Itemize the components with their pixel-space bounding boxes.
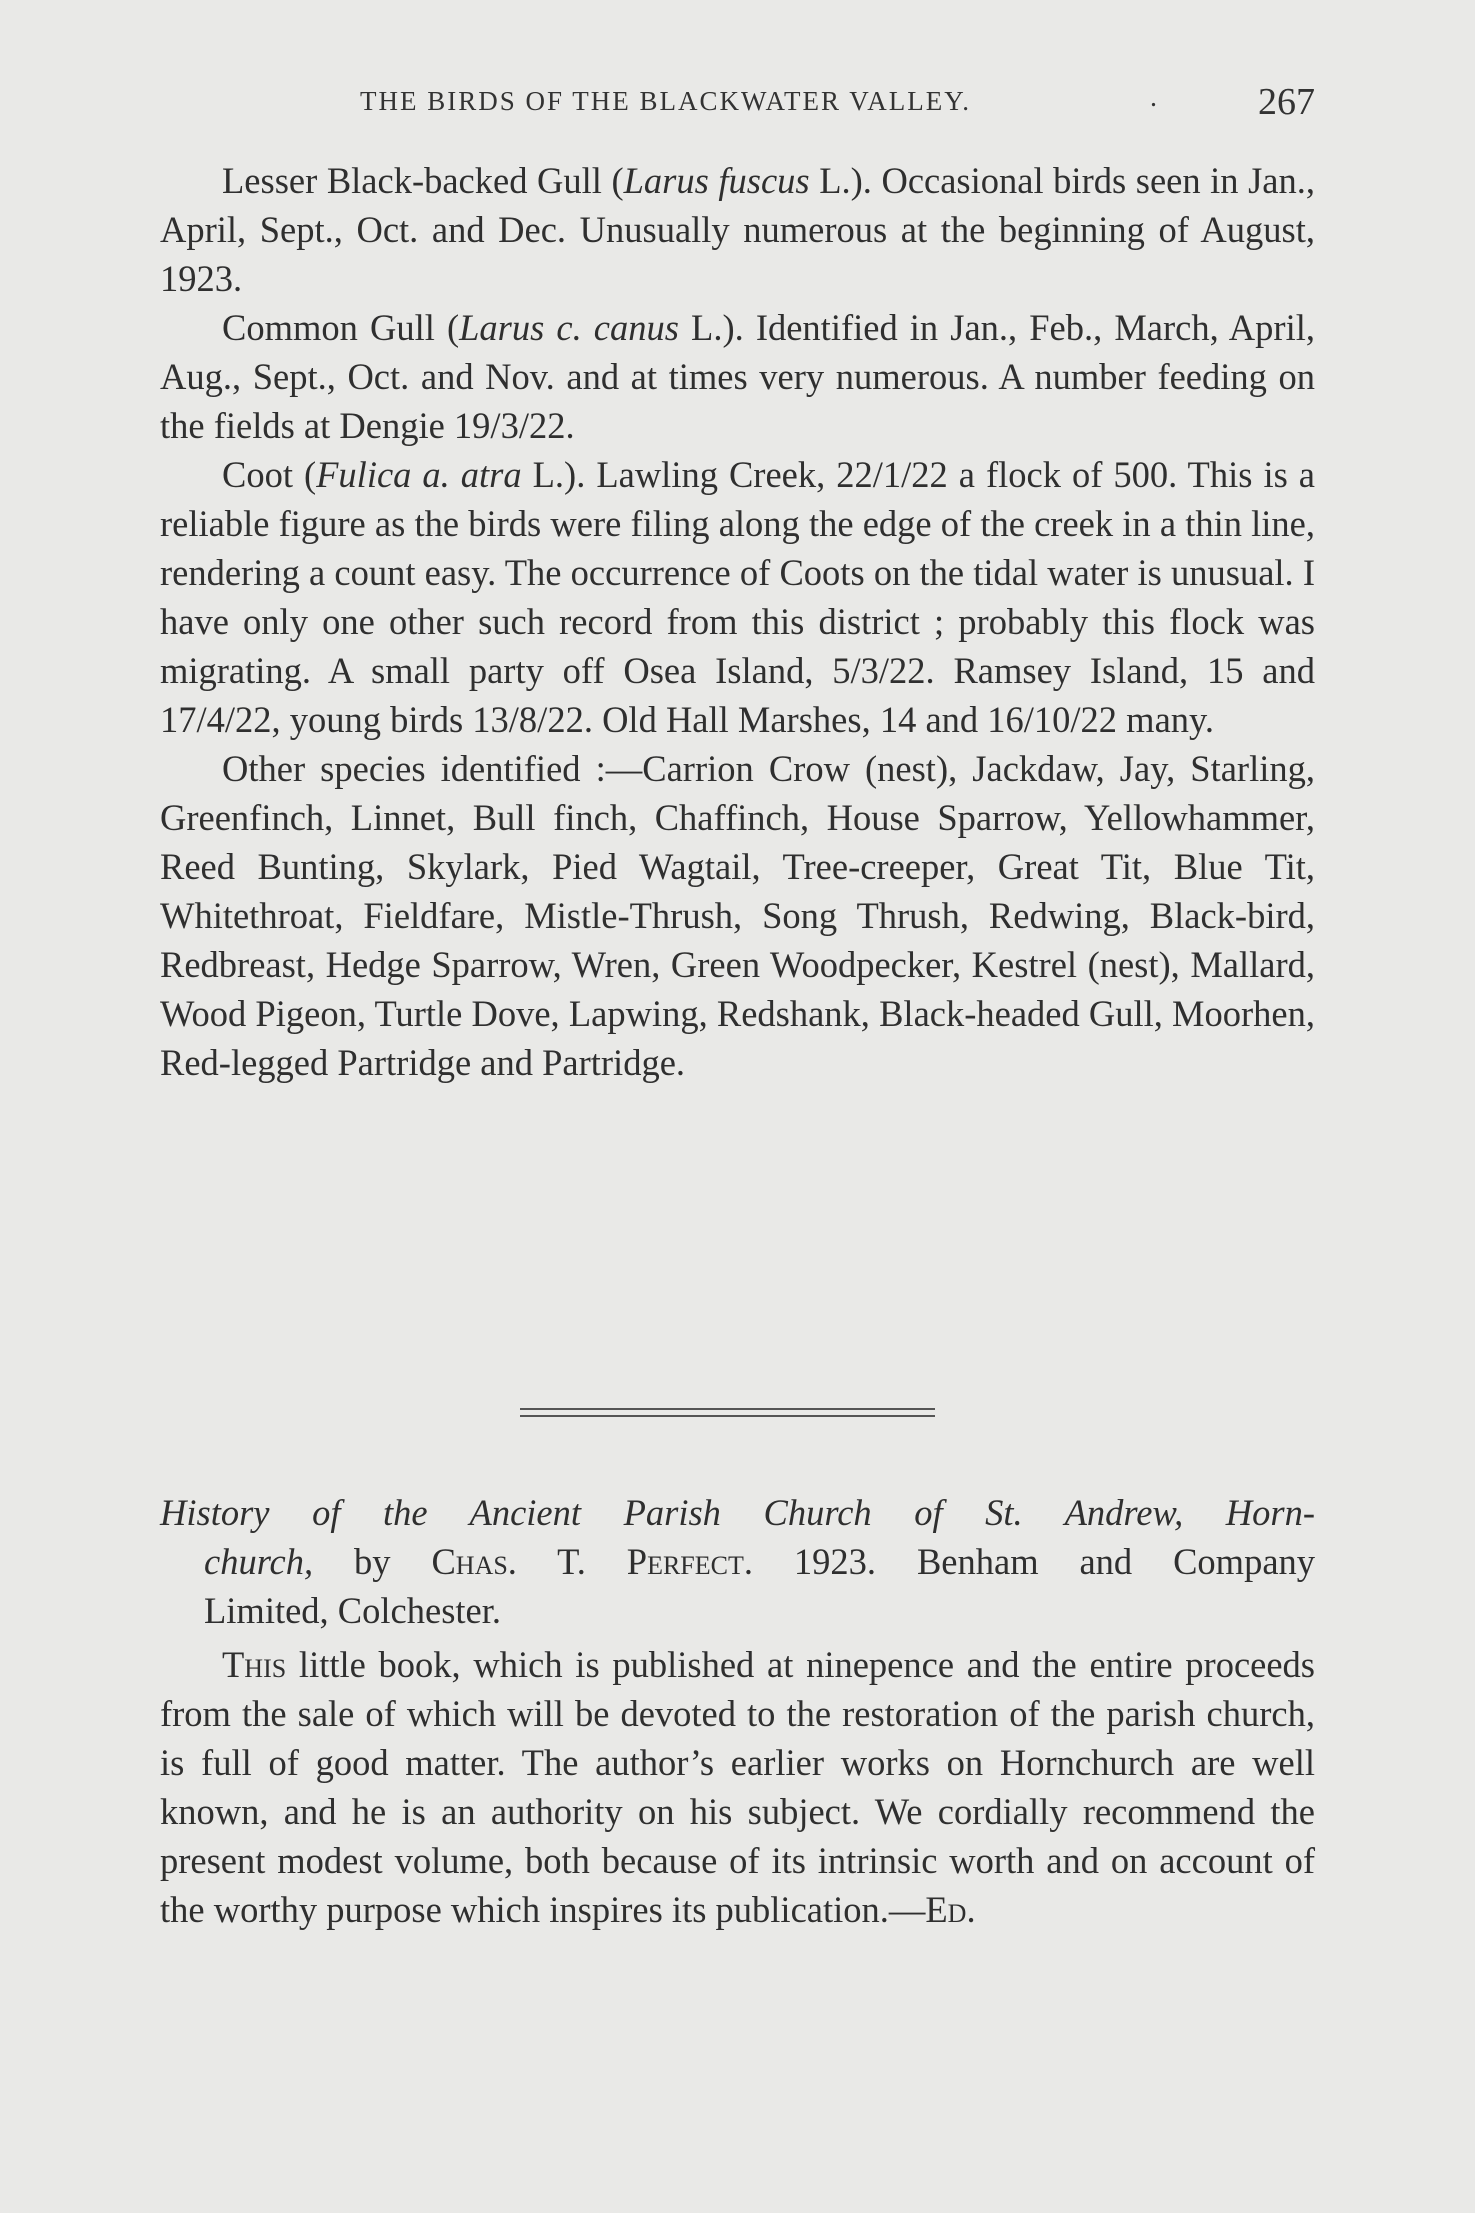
review-publisher-place: Limited, Colchester.: [204, 1590, 502, 1631]
latin-name: Larus c. canus: [459, 307, 679, 348]
species-name: Common Gull (: [222, 307, 460, 348]
running-head-dot: .: [1150, 82, 1157, 113]
review-body: [160, 1640, 1315, 1934]
species-text: L.). Occasional birds seen in Jan., April, Sept., Oct. and Dec. Unusually numerous at the beginning of August, 1923.: [160, 160, 1316, 299]
species-text: Other species identified :—Carrion Crow (nest), Jackdaw, Jay, Starling, Greenfinch, Linnet, Bull finch, Chaffinch, House Sparrow, Yellowhammer, Reed Bunting, Skylark, Pied Wagtail, Tree-creeper, Great Tit, Blue Tit, Whitethroat, Fieldfare, Mistle-Thrush, Song Thrush, Redwing, Black-bird, Redbreast, Hedge Sparrow, Wren, Green Woodpecker, Kestrel (nest), Mallard, Wood Pigeon, Turtle Dove, Lapwing, Redshank, Black-headed Gull, Moorhen, Red-legged Partridge and Partridge.: [160, 748, 1315, 1083]
review-body-text: little book, which is published at ninepence and the entire proceeds from the sale of which will be devoted to the restoration of the parish church, is full of good matter. The author’s earlier works on Hornchurch are well known, and he is an authority on his subject. We cordially recommend the present modest volume, both because of its intrinsic worth and on account of the worthy purpose which inspires its publication.—: [160, 1644, 1315, 1930]
review-by: by: [313, 1541, 432, 1582]
review-author: Chas. T. Perfect.: [431, 1541, 754, 1582]
review-heading: [160, 1488, 1315, 1635]
running-head: [160, 80, 1315, 130]
latin-name: Larus fuscus: [623, 160, 810, 201]
species-entry: [160, 303, 1315, 450]
latin-name: Fulica a. atra: [316, 454, 522, 495]
species-name: Lesser Black-backed Gull (: [222, 160, 624, 201]
review-title: [160, 1488, 1315, 1537]
review-title-continued: [160, 1537, 1315, 1586]
species-entry: [160, 744, 1315, 1087]
species-entry: [160, 450, 1315, 744]
review-publisher: 1923. Benham and Company: [753, 1541, 1316, 1582]
species-name: Coot (: [222, 454, 317, 495]
review-body-start: This: [222, 1644, 287, 1685]
editor-signature: Ed.: [925, 1889, 976, 1930]
species-entry: [160, 156, 1315, 303]
review-title-text: History of the Ancient Parish Church of St. Andrew, Horn-: [160, 1492, 1315, 1533]
species-text: L.). Identified in Jan., Feb., March, April, Aug., Sept., Oct. and Nov. and at times very numerous. A number feeding on the fields at Dengie 19/3/22.: [160, 307, 1315, 446]
section-divider: [520, 1408, 935, 1417]
species-text: L.). Lawling Creek, 22/1/22 a flock of 500. This is a reliable figure as the birds were filing along the edge of the creek in a thin line, rendering a count easy. The occurrence of Coots on the tidal water is unusual. I have only one other such record from this district ; probably this flock was migrating. A small party off Osea Island, 5/3/22. Ramsey Island, 15 and 17/4/22, young birds 13/8/22. Old Hall Marshes, 14 and 16/10/22 many.: [160, 454, 1315, 740]
page-number: 267: [1258, 81, 1315, 123]
review-title-end: church,: [204, 1541, 314, 1582]
species-list: [160, 156, 1315, 1087]
review-paragraph: [160, 1640, 1315, 1934]
running-head-title: THE BIRDS OF THE BLACKWATER VALLEY.: [360, 86, 972, 116]
